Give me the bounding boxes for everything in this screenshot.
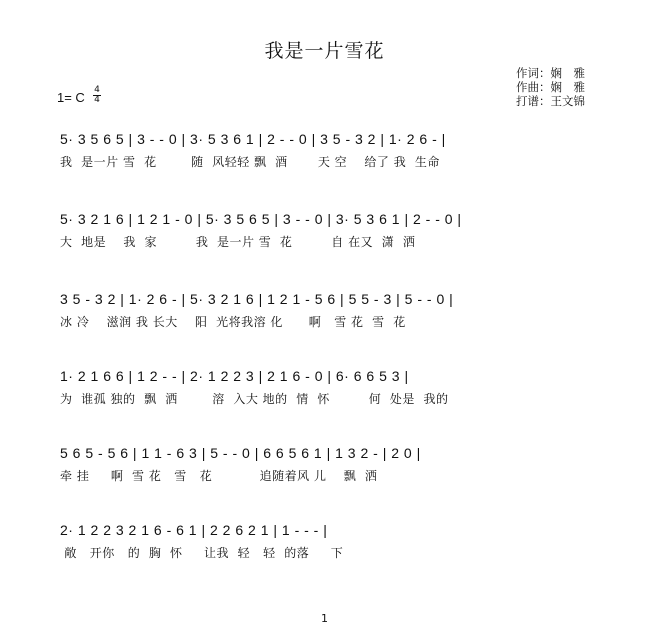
composer-credit: 作曲：娴 雅: [516, 80, 585, 94]
lyrics-line: 牵 挂 啊 雪 花 雪 花 追随着风 儿 飘 洒: [60, 469, 378, 483]
music-system: [0, 211, 649, 271]
lyrics-line: 为 谁孤 独的 飘 洒 溶 入大 地的 情 怀 何 处是 我的: [60, 392, 449, 406]
lyrics-line: 敞 开你 的 胸 怀 让我 轻 轻 的落 下: [60, 546, 344, 560]
notation-line: 3 5 - 3 2 | 1· 2 6 - | 5· 3 2 1 6 | 1 2 1 - 5 6 | 5 5 - 3 | 5 - - 0 |: [60, 291, 454, 307]
key-signature: 1= C: [57, 90, 85, 105]
music-system: [0, 522, 649, 582]
transcriber-credit: 打谱：王文锦: [516, 94, 585, 108]
notation-line: 5 6 5 - 5 6 | 1 1 - 6 3 | 5 - - 0 | 6 6 5 6 1 | 1 3 2 - | 2 0 |: [60, 445, 421, 461]
music-system: [0, 368, 649, 428]
time-signature: [93, 86, 101, 105]
notation-line: 5· 3 2 1 6 | 1 2 1 - 0 | 5· 3 5 6 5 | 3 - - 0 | 3· 5 3 6 1 | 2 - - 0 |: [60, 211, 462, 227]
credits-block: [516, 66, 585, 108]
notation-line: 2· 1 2 2 3 2 1 6 - 6 1 | 2 2 6 2 1 | 1 - - - |: [60, 522, 328, 538]
notation-line: 1· 2 1 6 6 | 1 2 - - | 2· 1 2 2 3 | 2 1 6 - 0 | 6· 6 6 5 3 |: [60, 368, 409, 384]
page-number: 1: [321, 612, 328, 625]
lyricist-credit: 作词：娴 雅: [516, 66, 585, 80]
time-signature-bottom: 4: [94, 95, 100, 105]
song-title: 我是一片雪花: [264, 40, 385, 62]
music-system: [0, 445, 649, 505]
lyrics-line: 我 是一片 雪 花 随 风轻轻 飘 酒 天 空 给了 我 生命: [60, 155, 440, 169]
lyrics-line: 冰 冷 滋润 我 长大 阳 光将我溶 化 啊 雪 花 雪 花: [60, 315, 406, 329]
time-signature-top: 4: [94, 85, 100, 95]
lyrics-line: 大 地是 我 家 我 是一片 雪 花 自 在又 潇 洒: [60, 235, 416, 249]
music-system: [0, 291, 649, 351]
notation-line: 5· 3 5 6 5 | 3 - - 0 | 3· 5 3 6 1 | 2 - - 0 | 3 5 - 3 2 | 1· 2 6 - |: [60, 131, 446, 147]
music-system: [0, 131, 649, 191]
